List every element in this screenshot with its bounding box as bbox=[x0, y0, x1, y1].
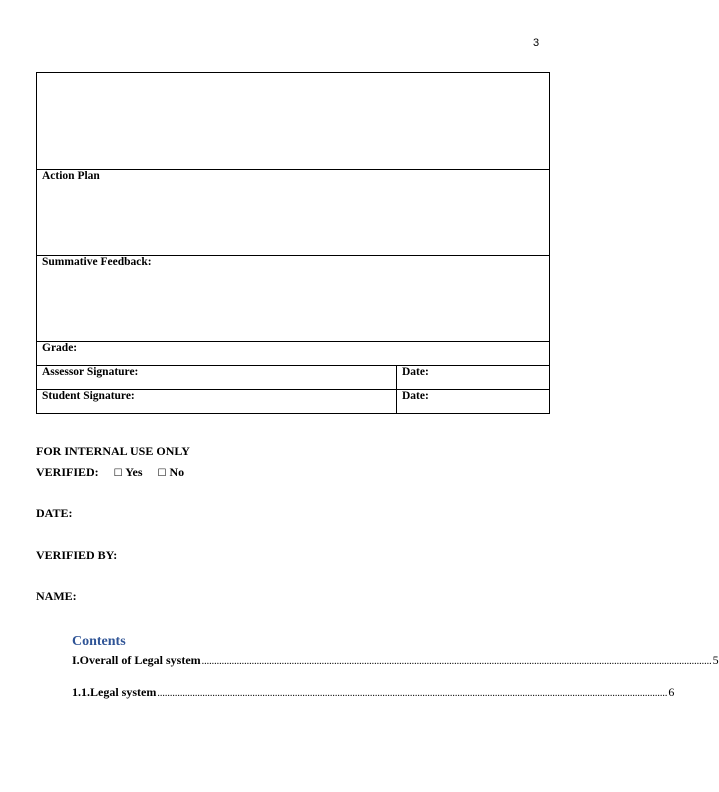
summative-feedback-cell[interactable] bbox=[37, 256, 550, 342]
verified-by-label: VERIFIED BY: bbox=[36, 548, 118, 562]
toc-entry-label: Overall of Legal system bbox=[79, 653, 201, 667]
summative-feedback-label: Summative Feedback: bbox=[42, 256, 152, 268]
toc-entry-label: Legal system bbox=[90, 685, 157, 699]
action-plan-label: Action Plan bbox=[42, 170, 100, 182]
blank-row bbox=[37, 73, 550, 170]
toc-leader-dots: ............................................................................................................................................................................................................ bbox=[157, 688, 668, 699]
assessor-date-label: Date: bbox=[402, 366, 429, 378]
toc-entry[interactable] bbox=[72, 685, 675, 700]
student-signature-label: Student Signature: bbox=[42, 390, 135, 402]
assessor-signature-label: Assessor Signature: bbox=[42, 366, 139, 378]
toc-leader-dots: ............................................................................................................................................................................................................ bbox=[201, 656, 712, 667]
verified-label: VERIFIED: bbox=[36, 465, 99, 479]
student-date-label: Date: bbox=[402, 390, 429, 402]
internal-use-heading: FOR INTERNAL USE ONLY bbox=[36, 444, 190, 458]
no-checkbox[interactable]: ☐ bbox=[157, 468, 167, 479]
name-label: NAME: bbox=[36, 589, 77, 603]
yes-checkbox[interactable]: ☐ bbox=[113, 468, 123, 479]
yes-label: Yes bbox=[125, 465, 143, 479]
toc-entry-number: I. bbox=[72, 653, 80, 667]
date-label: DATE: bbox=[36, 506, 73, 520]
grade-row bbox=[37, 342, 550, 366]
no-label: No bbox=[169, 465, 185, 479]
toc-entry[interactable] bbox=[72, 653, 719, 668]
verified-line bbox=[36, 465, 184, 480]
grade-label: Grade: bbox=[42, 342, 78, 354]
action-plan-cell[interactable] bbox=[37, 170, 550, 256]
grade-cell[interactable] bbox=[37, 342, 550, 366]
toc-entry-page: 5 bbox=[712, 653, 719, 667]
assessor-signature-cell[interactable] bbox=[37, 366, 397, 390]
toc-entry-number: 1.1. bbox=[72, 685, 90, 699]
assessment-form-table bbox=[36, 72, 550, 414]
assessor-row bbox=[37, 366, 550, 390]
blank-cell[interactable] bbox=[37, 73, 550, 170]
toc-title: Contents bbox=[72, 634, 126, 649]
student-row bbox=[37, 390, 550, 414]
toc-entry-page: 6 bbox=[668, 685, 675, 699]
action-plan-row bbox=[37, 170, 550, 256]
student-date-cell[interactable] bbox=[397, 390, 550, 414]
summative-feedback-row bbox=[37, 256, 550, 342]
student-signature-cell[interactable] bbox=[37, 390, 397, 414]
assessor-date-cell[interactable] bbox=[397, 366, 550, 390]
page-number: 3 bbox=[533, 37, 540, 49]
